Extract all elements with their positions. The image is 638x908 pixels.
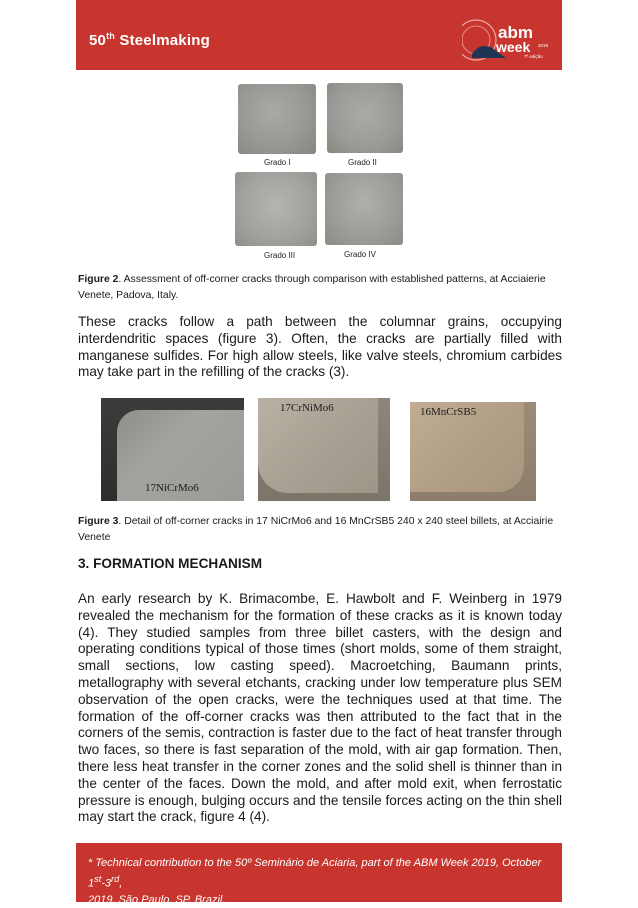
logo-word-week: week: [496, 39, 531, 55]
label-grado-iii: Grado III: [264, 251, 296, 260]
pattern-grado-i: [238, 84, 316, 154]
logo-edition: 7ª edição: [524, 54, 543, 59]
figure-2-caption: Figure 2. Assessment of off-corner cracks through comparison with established patterns, at Acciaierie Venete, Padova, Italy.: [78, 274, 546, 301]
header-title: 50th Steelmaking: [89, 31, 210, 49]
footer-note: * Technical contribution to the 50º Seminário de Aciaria, part of the ABM Week 2019, October 1st-3rd, 2019, São Paulo, SP, Brazil.: [88, 857, 542, 906]
label-grado-i: Grado I: [264, 158, 291, 167]
abm-week-logo: [462, 18, 548, 62]
logo-word-abm: abm: [498, 23, 533, 42]
pattern-grado-ii: [327, 83, 403, 153]
header-banner: [76, 0, 562, 70]
figure-3-image-17crnimo6: [258, 398, 390, 501]
pattern-grado-iii: [235, 172, 317, 246]
figure-2-image: [234, 80, 408, 264]
paragraph-formation-mechanism: An early research by K. Brimacombe, E. Hawbolt and F. Weinberg in 1979 revealed the mechanism for the formation of these cracks as it is known today (4). They studied samples from three billet casters, with the design and operating conditions typical of those times (short molds, some of them straight, small sections, low casting speed). Macroetching, Baumann prints, metallography with several etchants, cracking under low temperature plus SEM observation of the open cracks, were the techniques used at that time. The formation of the off-corner cracks was then attributed to the fact that in the corners of the semis, contraction is faster due to the fact of heat transfer through two faces, so there is fast separation of the mold, with air gap formation. Then, there less heat transfer in the corner zones and the solid shell is thinner than in the center of the faces. Down the mold, and after mold exit, when ferrostatic pressure is enough, bulging occurs and the tensile forces acting on the thin shell may start the crack, figure 4 (4).: [78, 591, 562, 825]
label-grado-ii: Grado II: [348, 158, 377, 167]
logo-year: 2019: [538, 43, 548, 48]
paragraph-crack-path: These cracks follow a path between the columnar grains, occupying interdendritic spaces (figure 3). Often, the cracks are partially filled with manganese sulfides. For high allow steels, like valve steels, chromium carbides may take part in the refilling of the cracks (3).: [78, 314, 562, 380]
figure-3-caption: Figure 3. Detail of off-corner cracks in 17 NiCrMo6 and 16 MnCrSB5 240 x 240 steel billets, at Acciairie Venete: [78, 516, 554, 543]
section-heading: 3. FORMATION MECHANISM: [78, 556, 263, 571]
label-grado-iv: Grado IV: [344, 250, 377, 259]
pattern-grado-iv: [325, 173, 403, 245]
footer-banner: [76, 843, 562, 906]
figure-3-image-16mncrsb5: [410, 402, 536, 501]
label-16mncrsb5: 16MnCrSB5: [420, 406, 477, 418]
label-17crnimo6: 17CrNiMo6: [280, 402, 334, 414]
figure-3-image-17nicrmo6: [101, 398, 244, 501]
label-17nicrmo6: 17NiCrMo6: [145, 482, 199, 494]
